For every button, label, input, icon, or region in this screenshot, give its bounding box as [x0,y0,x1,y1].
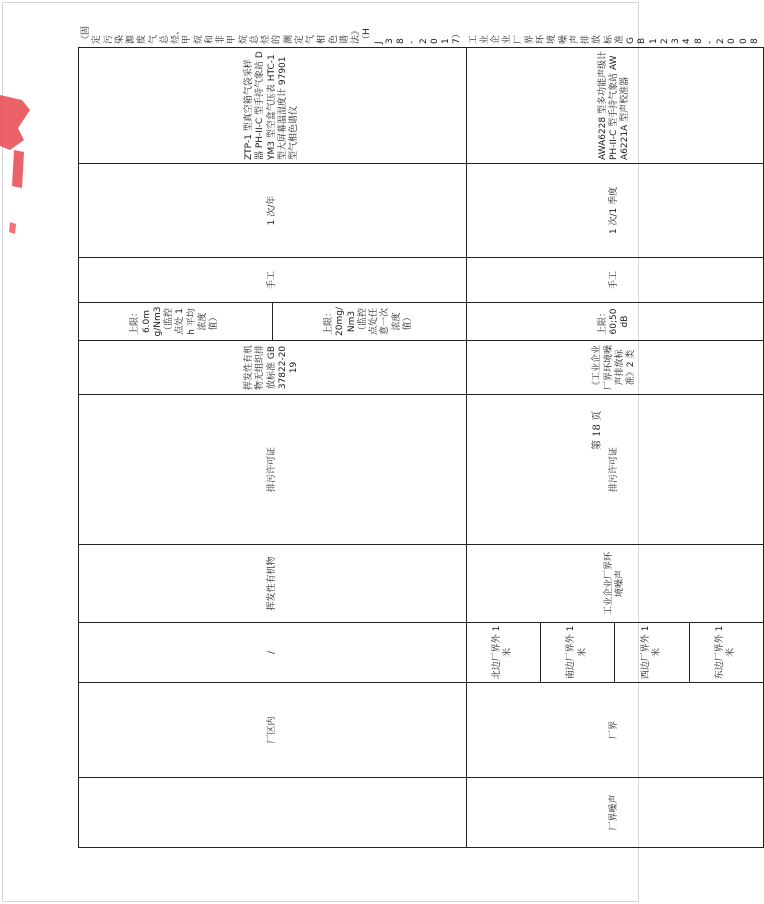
vocs-instruments-cell: ZTP-1 型真空箱气袋采样器 PH-II-C 型手持气象站 DYM3 型空盒气压表 HTC-1 型大屏幕温湿度计 97901 型气相色谱仪 [79,48,467,164]
vocs-basis-cell: 排污许可证 [79,395,467,545]
noise-limit-cell: 上限：60;50dB [466,303,764,341]
noise-location-cell: 厂界 [466,683,764,778]
red-stamp-fragment [0,0,40,260]
vocs-standard-cell: 挥发性有机物无组织排放标准 GB 37822-2019 [79,341,467,395]
vocs-limit-1-cell: 上限：6.0mg/Nm3（监控点处 1h 平均浓度值） [79,303,273,341]
noise-point-item: 东边厂界外 1 米 [715,625,737,680]
vocs-category-cell [79,778,467,848]
noise-standard-cell: 《工业企业厂界环境噪声排放标准》2 类 [466,341,764,395]
vocs-limit-2-cell: 上限：20mg/Nm3（监控点处任意一次浓度值） [272,303,466,341]
vocs-location-cell: 厂区内 [79,683,467,778]
vocs-method-cell: 手工 [79,258,467,303]
noise-points-cell [466,623,764,683]
monitoring-table: 厂区内 / 挥发性有机物 排污许可证 挥发性有机物无组织排放标准 GB 37822-2019 上限：6.0mg/Nm3（监控点处 1h 平均浓度值） 手工 1 次/年 ZTP-1 型真空箱气袋采样器 PH-II-C 型手持气象站 DYM3 型空盒气压表 HTC-1 型大屏幕温湿度计 97901 型气相色谱仪 《固定污染源废气总烃、甲烷和非甲烷总烃的测定 气相色谱法》（HJ 38-2017） 上限：20mg/Nm3（监控点处任意一次浓度值） 厂界噪声 厂界 北边厂界外 1 米 南边厂界外 1 米 西边厂界外 1 米 东边厂界外 1 米 工业企业厂界环境噪声 排污许可证 《工业企业厂界环境噪声排放标准》2 类 上限：60;50dB 手工 1 次/1 季度 AWA6228 型多功能声级计 PH-II-C 型手持气象站 AWA6221A 型声校准器 工业企业厂界环境噪声排放标准 GB 12348-2008 [78,47,764,848]
noise-point-item: 北边厂界外 1 米 [467,623,541,682]
noise-basis-cell: 排污许可证 [466,395,764,545]
noise-point-item: 南边厂界外 1 米 [541,623,615,682]
vocs-pollutant-cell: 挥发性有机物 [79,545,467,623]
vocs-frequency-cell: 1 次/年 [79,164,467,258]
noise-point-item: 西边厂界外 1 米 [615,623,689,682]
noise-instruments-cell: AWA6228 型多功能声级计 PH-II-C 型手持气象站 AWA6221A 型声校准器 [466,48,764,164]
noise-pollutant-cell: 工业企业厂界环境噪声 [466,545,764,623]
noise-method-cell: 手工 [466,258,764,303]
vocs-point-cell: / [79,623,467,683]
noise-frequency-cell: 1 次/1 季度 [466,164,764,258]
page-number: 第 18 页 [592,410,603,450]
noise-category-cell: 厂界噪声 [466,778,764,848]
